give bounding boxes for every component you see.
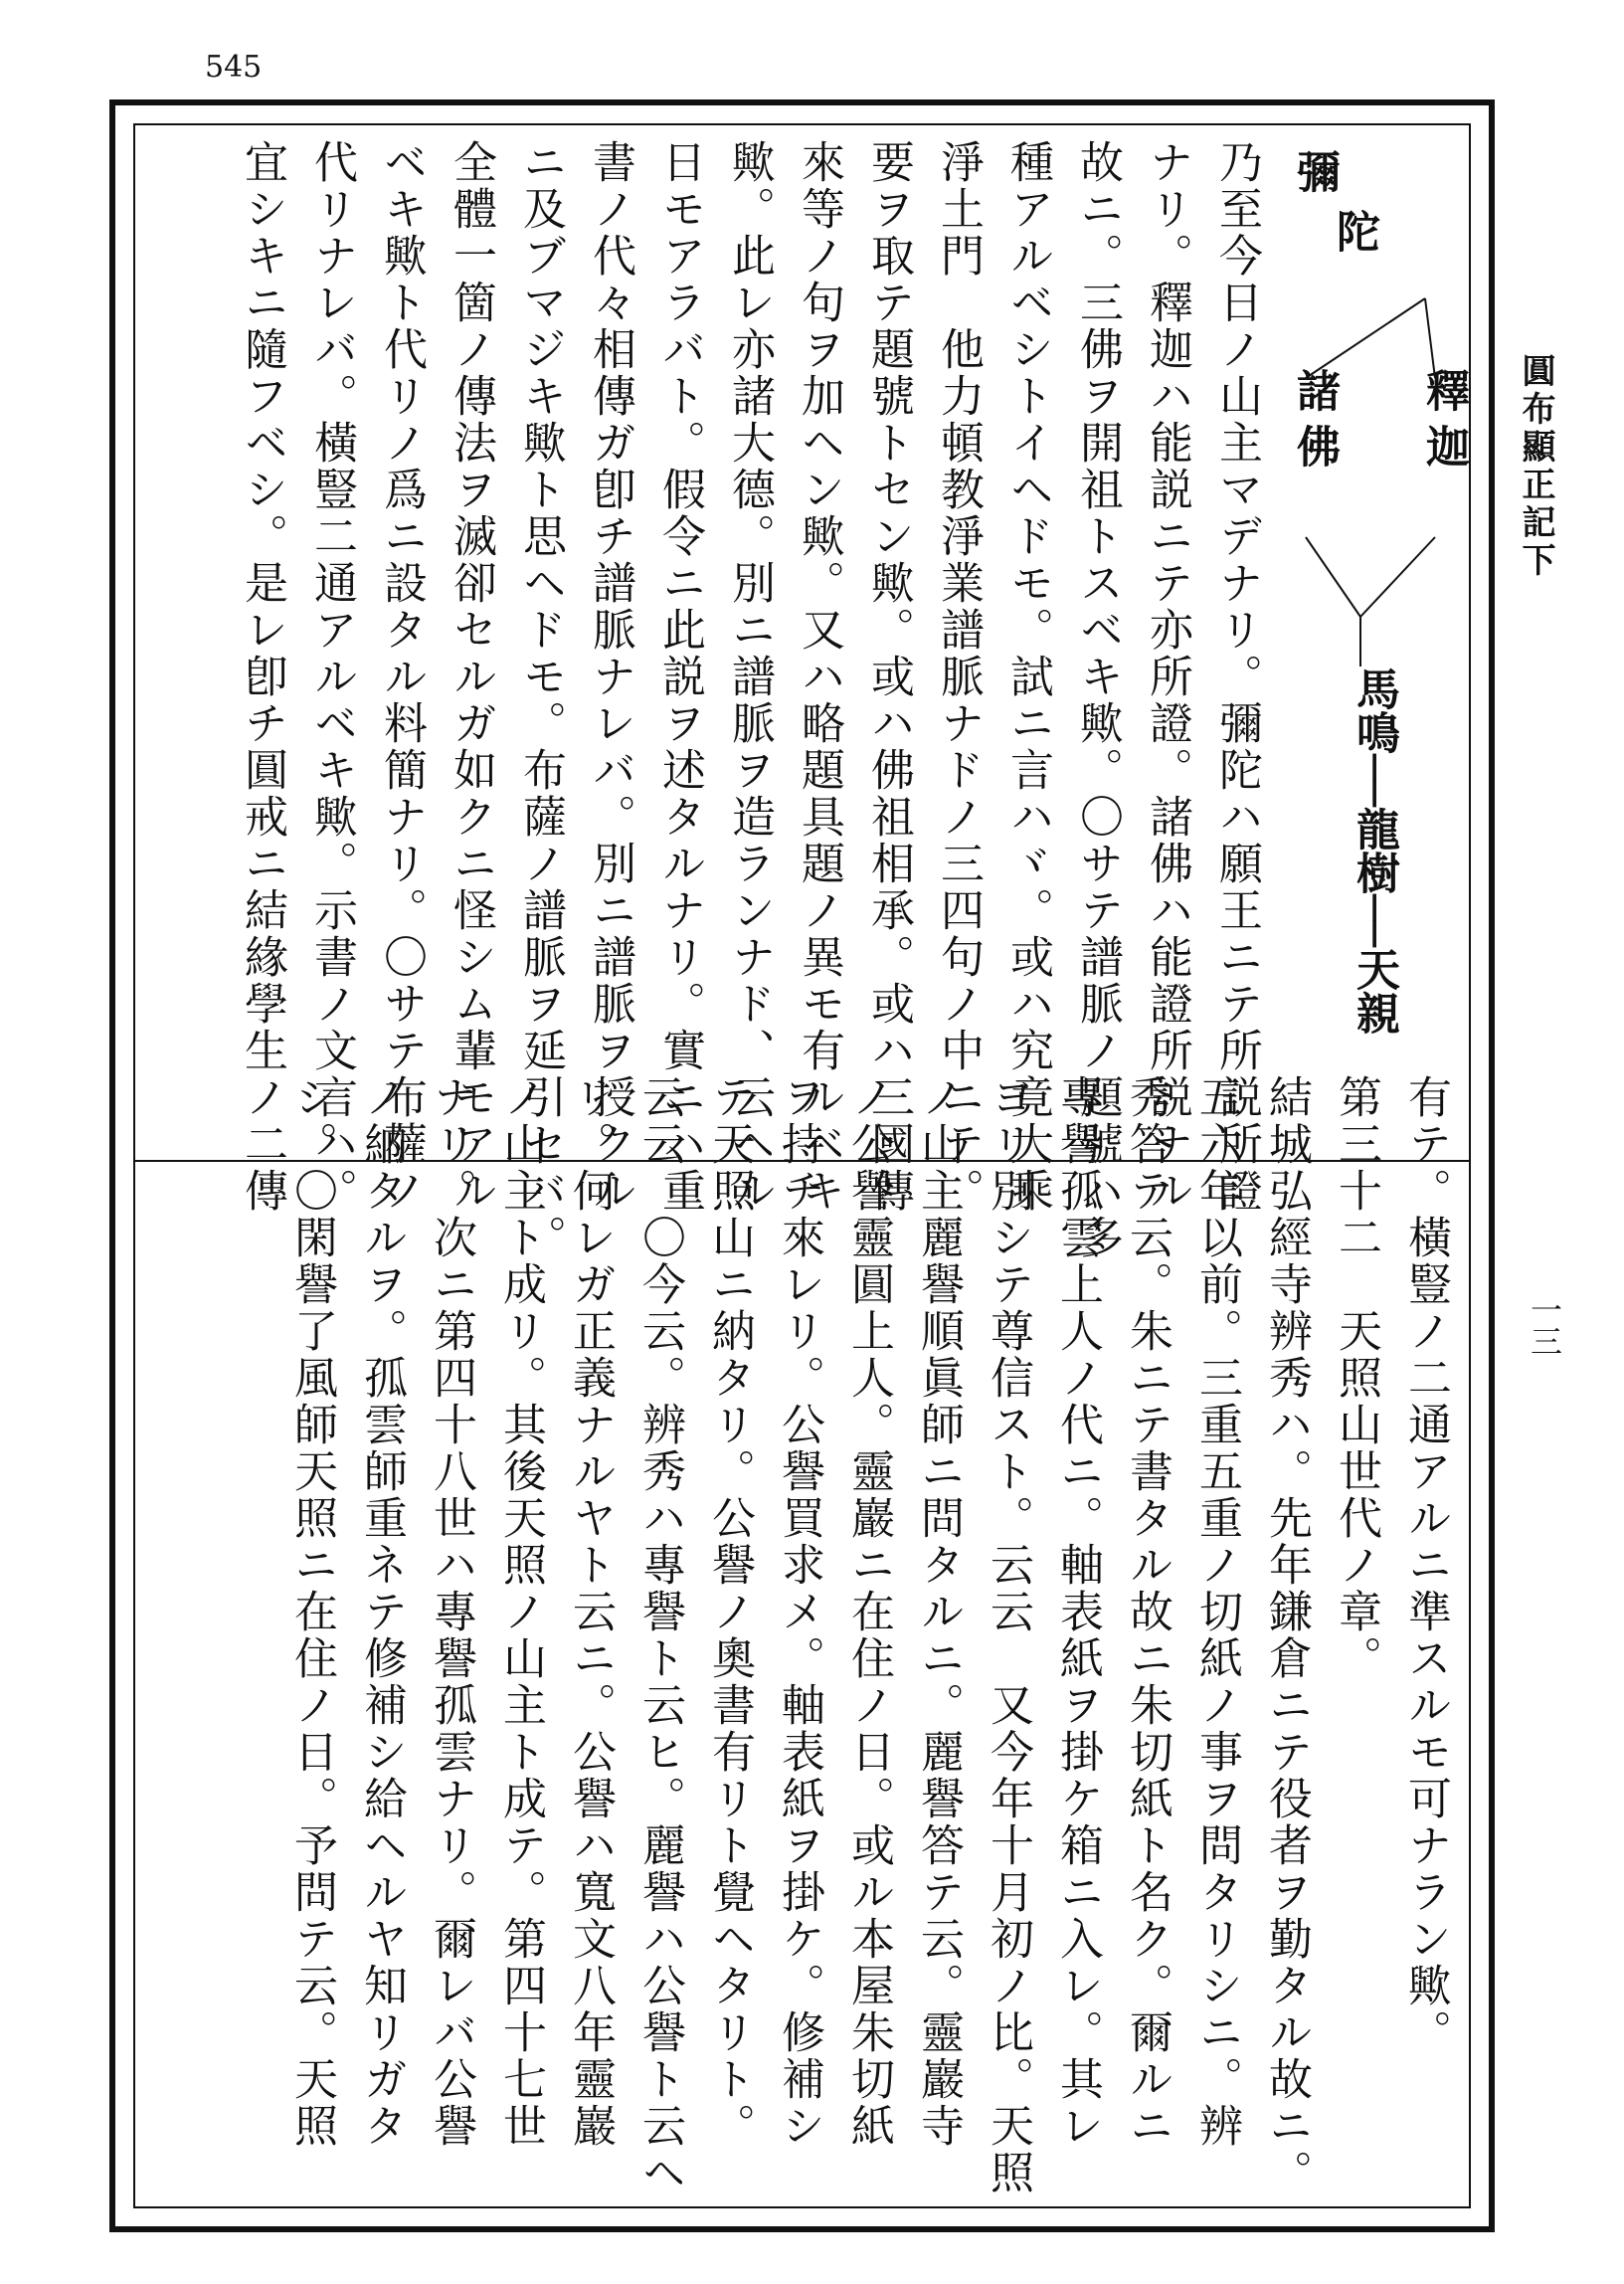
diagram-branch-upper: 釋迦 [1418, 368, 1469, 479]
text-column: リ。何レガ正義ナルヤト云ニ。公譽ハ寬文八年靈巖 [565, 1074, 616, 2150]
text-column: 專譽孤雲上人ノ代ニ。軸表紙ヲ掛ケ箱ニ入レ。其レ [1052, 1074, 1103, 2150]
text-column: 乃至今日ノ山主マデナリ。彌陀ハ願王ニテ所説所證 [1211, 139, 1262, 1215]
text-column: ノ山主麗譽順眞師ニ問タルニ。麗譽答テ云。靈巖寺 [913, 1074, 964, 2150]
upper-text [172, 139, 1266, 1261]
lower-text [162, 1074, 1455, 2196]
text-column: 書ノ代々相傳ガ卽チ譜脈ナレバ。別ニ譜脈ヲ授クル [585, 139, 635, 1215]
text-column: ノ公譽靈圓上人。靈巖ニ在住ノ日。或ル本屋朱切紙 [843, 1074, 894, 2150]
text-column: ヨリ別シテ尊信スト。云云 又今年十月初ノ比。天照 [983, 1074, 1033, 2196]
text-column: 五六年以前。三重五重ノ切紙ノ事ヲ問タリシニ。辨 [1191, 1074, 1242, 2150]
text-column: 歟。此レ亦諸大德。別ニ譜脈ヲ造ランナド、云ヘル [724, 139, 775, 1215]
text-column: 有テ。橫豎ノ二通アルニ準スルモ可ナラン歟。 [1400, 1074, 1451, 2056]
text-column: 種アルベシトイヘドモ。試ニ言ハヾ。或ハ究竟大乘 [1002, 139, 1053, 1215]
text-column: 全體一箇ノ傳法ヲ滅卻セルガ如クニ怪シム輩モアル [446, 139, 496, 1215]
text-column: 故ニ。三佛ヲ開祖トスベキ歟。〇サテ譜脈ノ題號ハ多 [1072, 139, 1123, 1261]
text-column: 來等ノ句ヲ加ヘン歟。又ハ略題具題ノ異モ有ルベキ [794, 139, 844, 1215]
lineage-diagram [1286, 149, 1475, 1064]
text-column: ニ及ブマジキ歟ト思ヘドモ。布薩ノ譜脈ヲ延引セバ。 [515, 139, 566, 1261]
text-column: ヲ持チ來レリ。公譽買求メ。軸表紙ヲ掛ケ。修補シ [774, 1074, 824, 2150]
running-head: 圓布顯正記下 [1516, 353, 1555, 580]
diagram-lineage: 馬鳴──龍樹──天親 [1349, 666, 1399, 1035]
diagram-top-1: 彌 [1289, 149, 1340, 193]
text-column: ノ山主ト成リ。其後天照ノ山主ト成テ。第四十七世 [495, 1074, 546, 2150]
text-column: シ。〇閑譽了風師天照ニ在住ノ日。予問テ云。天照 [286, 1074, 337, 2150]
folio-number: 一三 [1526, 1293, 1563, 1357]
text-column: 宜シキニ隨フベシ。是レ卽チ圓戒ニ結緣學生ノ二傳 [237, 139, 287, 1215]
text-column: 結城弘經寺辨秀ハ。先年鎌倉ニテ役者ヲ勤タル故ニ。 [1261, 1074, 1312, 2196]
diagram-branch-lower: 諸佛 [1289, 368, 1340, 479]
diagram-top-2: 陀 [1329, 209, 1379, 253]
text-column: 秀答テ云。朱ニテ書タル故ニ朱切紙ト名ク。爾ルニ [1122, 1074, 1173, 2150]
text-column: ノ納タルヲ。孤雲師重ネテ修補シ給ヘルヤ知リガタ [356, 1074, 407, 2150]
text-column: 代リナレバ。橫豎二通アルベキ歟。示書ノ文言ハ。 [306, 139, 357, 1215]
text-column: 淨土門 他力頓教淨業譜脈ナドノ三四句ノ中ニテ。 [933, 139, 984, 1215]
text-column: 云云 〇今云。辨秀ハ專譽ト云ヒ。麗譽ハ公譽ト云ヘ [634, 1074, 685, 2196]
page-number: 545 [205, 50, 263, 85]
text-column: ベキ歟ト代リノ爲ニ設タル料簡ナリ。〇サテ布薩ノ [376, 139, 427, 1215]
text-column: 要ヲ取テ題號トセン歟。或ハ佛祖相承。或ハ三國傳 [863, 139, 914, 1215]
text-column: ナリ。釋迦ハ能説ニテ亦所證。諸佛ハ能證所説ナル [1142, 139, 1192, 1215]
text-column: ナリ。次ニ第四十八世ハ專譽孤雲ナリ。爾レバ公譽 [426, 1074, 476, 2150]
text-column: 第三十二 天照山世代ノ章。 [1331, 1074, 1381, 1682]
text-column: 日モアラバト。假令ニ此説ヲ述タルナリ。實ニハ重 [654, 139, 705, 1215]
text-column: テ天照山ニ納タリ。公譽ノ奧書有リト覺ヘタリト。 [704, 1074, 755, 2150]
